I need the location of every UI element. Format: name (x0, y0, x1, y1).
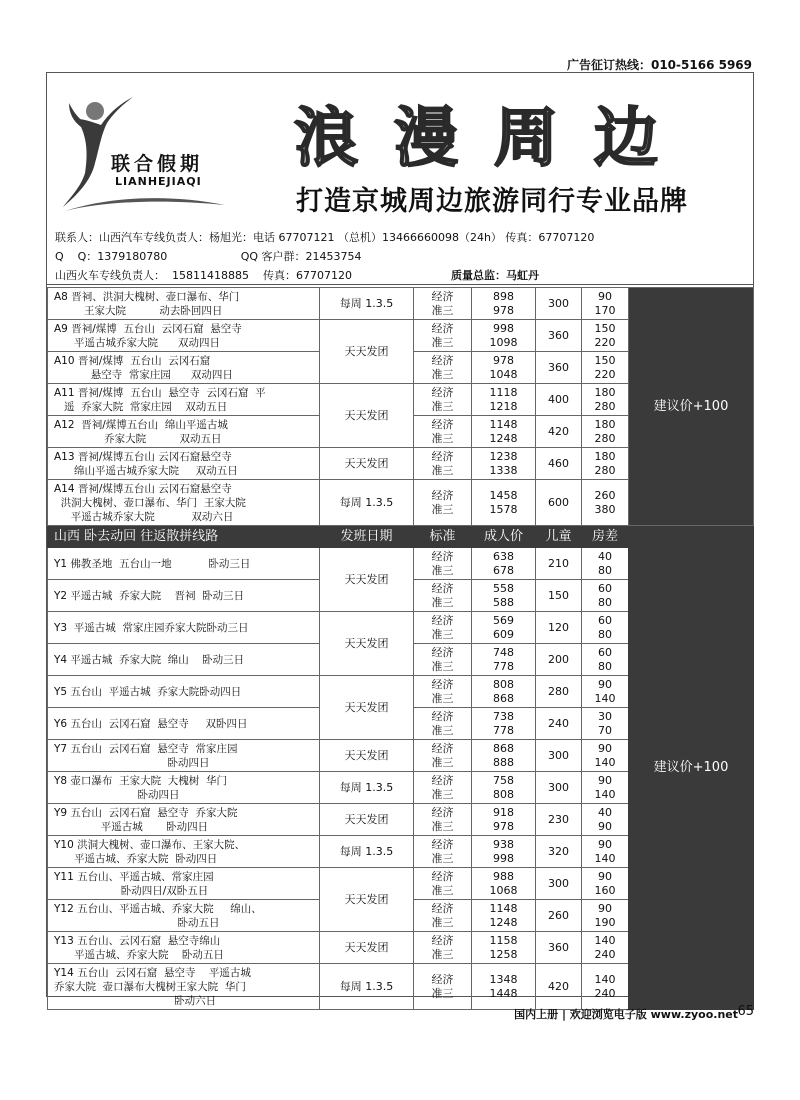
adult-price-cell: 1348 1448 (472, 964, 536, 1010)
departure-cell: 每周 1.3.5 (320, 836, 414, 868)
standard-cell: 经济 准三 (414, 480, 472, 526)
child-price-cell: 360 (536, 320, 582, 352)
child-price-cell: 300 (536, 288, 582, 320)
departure-cell: 天天发团 (320, 676, 414, 740)
child-price-cell: 460 (536, 448, 582, 480)
banner-subtitle: 打造京城周边旅游同行专业品牌 (296, 186, 688, 217)
standard-cell: 经济 准三 (414, 612, 472, 644)
route-cell: Y9 五台山 云冈石窟 悬空寺 乔家大院 平遥古城 卧动四日 (48, 804, 320, 836)
departure-cell: 天天发团 (320, 868, 414, 932)
contact-line-1: 联系人：山西汽车专线负责人：杨旭光：电话 67707121 （总机）13466660098（24h） 传真：67707120 (55, 231, 595, 244)
standard-cell: 经济 准三 (414, 900, 472, 932)
route-cell: Y14 五台山 云冈石窟 悬空寺 平遥古城 乔家大院 壶口瀑布大槐树王家大院 华门 卧动六日 (48, 964, 320, 1010)
header-standard: 标准 (414, 526, 472, 548)
single-supplement-cell: 150 220 (582, 320, 629, 352)
standard-cell: 经济 准三 (414, 836, 472, 868)
standard-cell: 经济 准三 (414, 416, 472, 448)
logo-english-text: LIANHEJIAQI (115, 175, 202, 188)
route-cell: A10 晋祠/煤博 五台山 云冈石窟 悬空寺 常家庄园 双动四日 (48, 352, 320, 384)
single-supplement-cell: 90 140 (582, 676, 629, 708)
child-price-cell: 120 (536, 612, 582, 644)
ad-hotline: 广告征订热线：010-5166 5969 (566, 58, 752, 72)
adult-price-cell: 988 1068 (472, 868, 536, 900)
single-supplement-cell: 60 80 (582, 644, 629, 676)
standard-cell: 经济 准三 (414, 548, 472, 580)
child-price-cell: 320 (536, 836, 582, 868)
child-price-cell: 150 (536, 580, 582, 612)
header-child-price: 儿童 (536, 526, 582, 548)
single-supplement-cell: 140 240 (582, 964, 629, 1010)
suggested-price-note: 建议价+100 (629, 526, 754, 1010)
standard-cell: 经济 准三 (414, 708, 472, 740)
header-adult-price: 成人价 (472, 526, 536, 548)
route-cell: A8 晋祠、洪洞大槐树、壶口瀑布、华门 王家大院 动去卧回四日 (48, 288, 320, 320)
standard-cell: 经济 准三 (414, 448, 472, 480)
standard-cell: 经济 准三 (414, 868, 472, 900)
page-number: 65 (737, 1004, 754, 1019)
child-price-cell: 400 (536, 384, 582, 416)
adult-price-cell: 738 778 (472, 708, 536, 740)
route-cell: Y2 平遥古城 乔家大院 晋祠 卧动三日 (48, 580, 320, 612)
route-cell: Y1 佛教圣地 五台山一地 卧动三日 (48, 548, 320, 580)
departure-cell: 天天发团 (320, 384, 414, 448)
adult-price-cell: 898 978 (472, 288, 536, 320)
adult-price-cell: 808 868 (472, 676, 536, 708)
adult-price-cell: 978 1048 (472, 352, 536, 384)
child-price-cell: 360 (536, 352, 582, 384)
standard-cell: 经济 准三 (414, 352, 472, 384)
route-cell: A11 晋祠/煤博 五台山 悬空寺 云冈石窟 平 遥 乔家大院 常家庄园 双动五日 (48, 384, 320, 416)
single-supplement-cell: 90 140 (582, 772, 629, 804)
route-cell: A12 晋祠/煤博五台山 绵山平遥古城 乔家大院 双动五日 (48, 416, 320, 448)
departure-cell: 每周 1.3.5 (320, 288, 414, 320)
single-supplement-cell: 90 170 (582, 288, 629, 320)
single-supplement-cell: 150 220 (582, 352, 629, 384)
departure-cell: 天天发团 (320, 804, 414, 836)
single-supplement-cell: 90 140 (582, 740, 629, 772)
section-header-row (48, 526, 754, 548)
departure-cell: 天天发团 (320, 320, 414, 384)
logo-chinese-text: 联合假期 (111, 153, 204, 175)
route-cell: A14 晋祠/煤博五台山 云冈石窟悬空寺 洪洞大槐树、壶口瀑布、华门 王家大院 平遥古城乔家大院 双动六日 (48, 480, 320, 526)
adult-price-cell: 918 978 (472, 804, 536, 836)
route-cell: Y12 五台山、平遥古城、乔家大院 绵山、 卧动五日 (48, 900, 320, 932)
child-price-cell: 420 (536, 416, 582, 448)
departure-cell: 天天发团 (320, 548, 414, 612)
standard-cell: 经济 准三 (414, 676, 472, 708)
adult-price-cell: 1238 1338 (472, 448, 536, 480)
single-supplement-cell: 30 70 (582, 708, 629, 740)
child-price-cell: 300 (536, 868, 582, 900)
adult-price-cell: 1458 1578 (472, 480, 536, 526)
adult-price-cell: 569 609 (472, 612, 536, 644)
adult-price-cell: 1148 1248 (472, 900, 536, 932)
adult-price-cell: 638 678 (472, 548, 536, 580)
quality-supervisor: 质量总监：马虹丹 (451, 269, 539, 282)
adult-price-cell: 758 808 (472, 772, 536, 804)
single-supplement-cell: 180 280 (582, 384, 629, 416)
departure-cell: 每周 1.3.5 (320, 964, 414, 1010)
route-cell: Y6 五台山 云冈石窟 悬空寺 双卧四日 (48, 708, 320, 740)
route-price-table (47, 287, 754, 1010)
route-cell: Y4 平遥古城 乔家大院 绵山 卧动三日 (48, 644, 320, 676)
child-price-cell: 360 (536, 932, 582, 964)
adult-price-cell: 1118 1218 (472, 384, 536, 416)
standard-cell: 经济 准三 (414, 932, 472, 964)
section-title: 山西 卧去动回 往返散拼线路 (48, 526, 320, 548)
route-cell: Y10 洪洞大槐树、壶口瀑布、王家大院、 平遥古城、乔家大院 卧动四日 (48, 836, 320, 868)
single-supplement-cell: 90 160 (582, 868, 629, 900)
header-single-supplement: 房差 (582, 526, 629, 548)
route-cell: Y11 五台山、平遥古城、常家庄园 卧动四日/双卧五日 (48, 868, 320, 900)
child-price-cell: 420 (536, 964, 582, 1010)
standard-cell: 经济 准三 (414, 772, 472, 804)
child-price-cell: 600 (536, 480, 582, 526)
page-frame (46, 72, 754, 1007)
route-cell: Y8 壶口瀑布 王家大院 大槐树 华门 卧动四日 (48, 772, 320, 804)
banner-title: 浪漫周边 (294, 101, 694, 176)
single-supplement-cell: 180 280 (582, 416, 629, 448)
departure-cell: 每周 1.3.5 (320, 772, 414, 804)
route-cell: A13 晋祠/煤博五台山 云冈石窟悬空寺 绵山平遥古城乔家大院 双动五日 (48, 448, 320, 480)
standard-cell: 经济 准三 (414, 580, 472, 612)
standard-cell: 经济 准三 (414, 320, 472, 352)
adult-price-cell: 558 588 (472, 580, 536, 612)
route-cell: Y13 五台山、云冈石窟 悬空寺绵山 平遥古城、乔家大院 卧动五日 (48, 932, 320, 964)
single-supplement-cell: 60 80 (582, 580, 629, 612)
departure-cell: 天天发团 (320, 612, 414, 676)
standard-cell: 经济 准三 (414, 288, 472, 320)
brand-logo (55, 83, 231, 223)
header (47, 73, 753, 285)
child-price-cell: 300 (536, 772, 582, 804)
single-supplement-cell: 90 140 (582, 836, 629, 868)
standard-cell: 经济 准三 (414, 644, 472, 676)
single-supplement-cell: 140 240 (582, 932, 629, 964)
adult-price-cell: 1148 1248 (472, 416, 536, 448)
route-cell: Y7 五台山 云冈石窟 悬空寺 常家庄园 卧动四日 (48, 740, 320, 772)
single-supplement-cell: 90 190 (582, 900, 629, 932)
standard-cell: 经济 准三 (414, 804, 472, 836)
footer-text: 国内上册 | 欢迎浏览电子版 www.zyoo.net (514, 1008, 738, 1021)
route-cell: A9 晋祠/煤博 五台山 云冈石窟 悬空寺 平遥古城乔家大院 双动四日 (48, 320, 320, 352)
departure-cell: 天天发团 (320, 448, 414, 480)
single-supplement-cell: 260 380 (582, 480, 629, 526)
child-price-cell: 200 (536, 644, 582, 676)
child-price-cell: 300 (536, 740, 582, 772)
route-cell: Y3 平遥古城 常家庄园乔家大院卧动三日 (48, 612, 320, 644)
standard-cell: 经济 准三 (414, 384, 472, 416)
header-departure: 发班日期 (320, 526, 414, 548)
adult-price-cell: 868 888 (472, 740, 536, 772)
contact-line-2: Q Q：1379180780 QQ 客户群：21453754 (55, 250, 362, 263)
adult-price-cell: 998 1098 (472, 320, 536, 352)
adult-price-cell: 938 998 (472, 836, 536, 868)
route-cell: Y5 五台山 平遥古城 乔家大院卧动四日 (48, 676, 320, 708)
standard-cell: 经济 准三 (414, 964, 472, 1010)
table-row (48, 288, 754, 320)
departure-cell: 天天发团 (320, 932, 414, 964)
contact-line-3: 山西火车专线负责人： 15811418885 传真：67707120 (55, 269, 352, 282)
adult-price-cell: 748 778 (472, 644, 536, 676)
child-price-cell: 210 (536, 548, 582, 580)
single-supplement-cell: 180 280 (582, 448, 629, 480)
single-supplement-cell: 40 80 (582, 548, 629, 580)
child-price-cell: 240 (536, 708, 582, 740)
single-supplement-cell: 40 90 (582, 804, 629, 836)
departure-cell: 天天发团 (320, 740, 414, 772)
standard-cell: 经济 准三 (414, 740, 472, 772)
child-price-cell: 260 (536, 900, 582, 932)
child-price-cell: 280 (536, 676, 582, 708)
suggested-price-note: 建议价+100 (629, 288, 754, 526)
adult-price-cell: 1158 1258 (472, 932, 536, 964)
single-supplement-cell: 60 80 (582, 612, 629, 644)
child-price-cell: 230 (536, 804, 582, 836)
departure-cell: 每周 1.3.5 (320, 480, 414, 526)
